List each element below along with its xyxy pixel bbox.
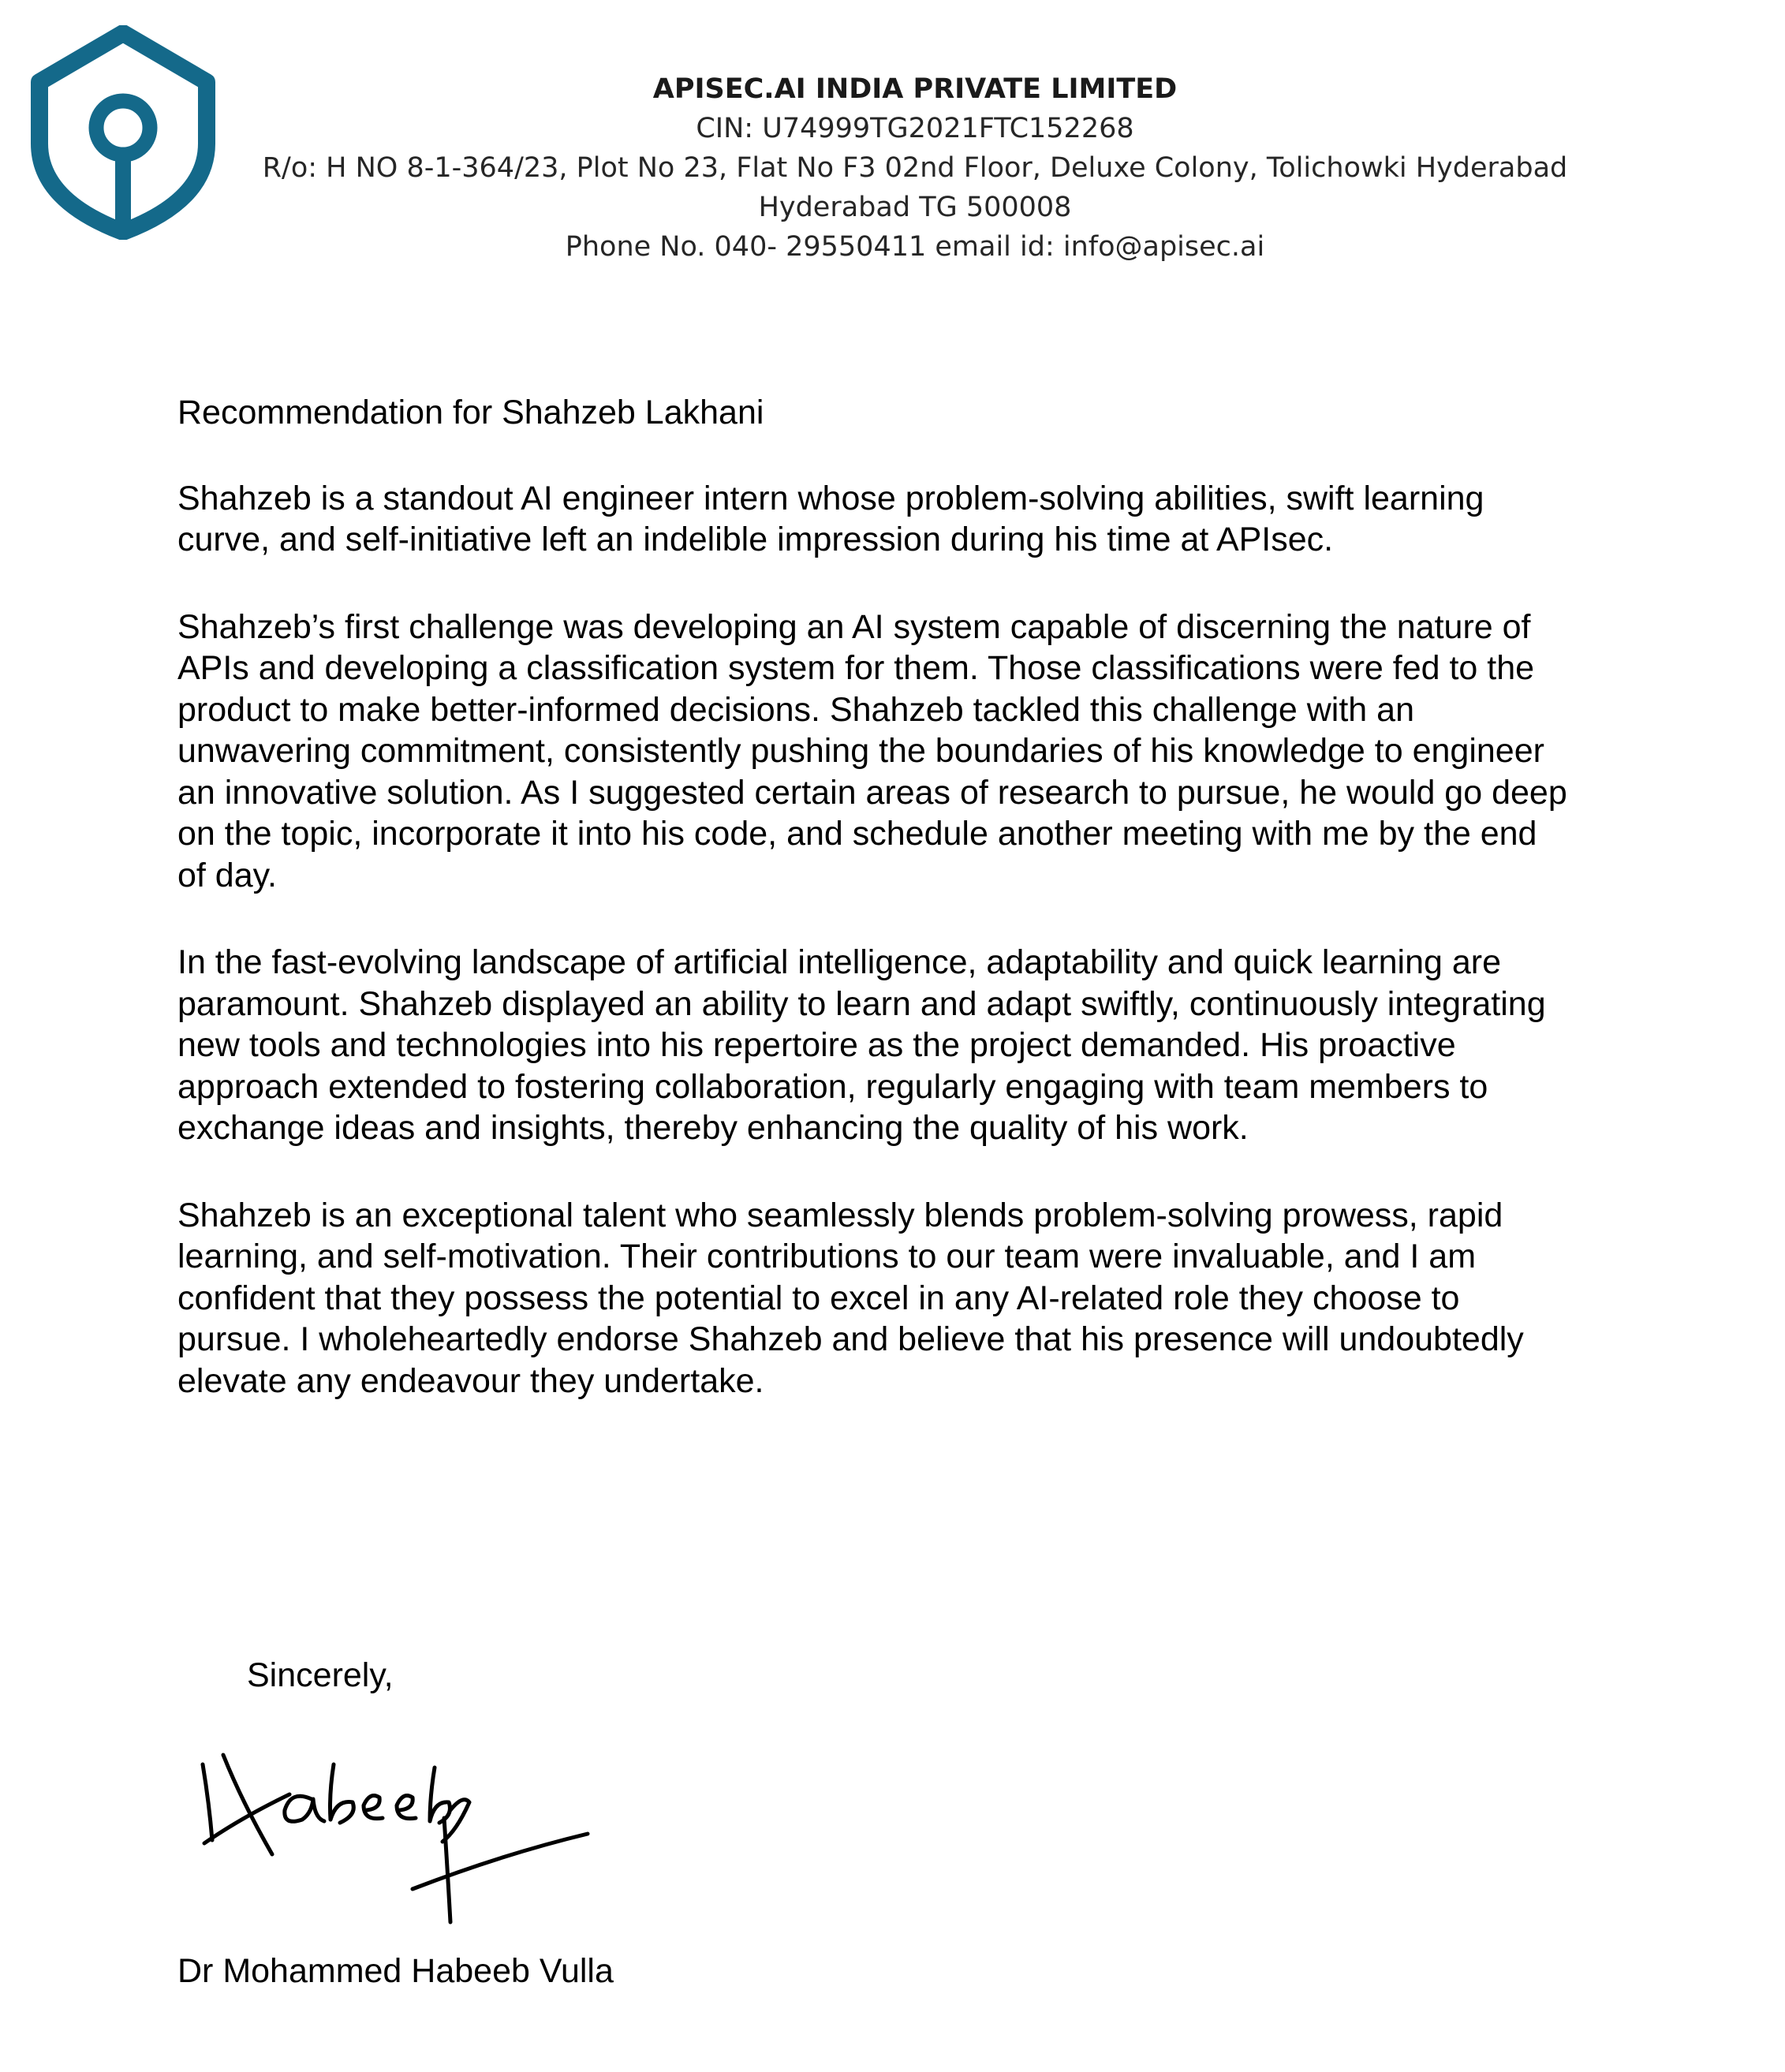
letter-body: [177, 392, 1676, 1447]
company-logo-shield-icon: [28, 25, 218, 240]
paragraph-line: Shahzeb’s first challenge was developing an AI system capable of discerning the nature of: [177, 607, 1531, 646]
company-cin: CIN: U74999TG2021FTC152268: [696, 113, 1134, 144]
paragraph-line: Shahzeb is an exceptional talent who seamlessly blends problem-solving prowess, rapid: [177, 1196, 1503, 1234]
paragraph-line: APIs and developing a classification system for them. Those classifications were fed to the: [177, 649, 1535, 687]
letter-closing: Sincerely,: [247, 1656, 394, 1694]
letter-paragraph: [177, 607, 1676, 897]
paragraph-line: on the topic, incorporate it into his code, and schedule another meeting with me by the end: [177, 815, 1537, 853]
paragraph-line: approach extended to fostering collaboration, regularly engaging with team members to: [177, 1067, 1488, 1106]
company-contact: Phone No. 040- 29550411 email id: info@apisec.ai: [565, 231, 1265, 263]
paragraph-line: exchange ideas and insights, thereby enhancing the quality of his work.: [177, 1109, 1249, 1147]
paragraph-line: of day.: [177, 856, 277, 894]
paragraph-line: learning, and self-motivation. Their contributions to our team were invaluable, and I am: [177, 1238, 1477, 1275]
company-name: APISEC.AI INDIA PRIVATE LIMITED: [652, 73, 1178, 105]
letter-paragraph: [177, 1195, 1676, 1402]
letter-paragraphs: [177, 478, 1676, 1402]
signer-name: Dr Mohammed Habeeb Vulla: [177, 1952, 614, 1990]
paragraph-line: new tools and technologies into his repertoire as the project demanded. His proactive: [177, 1026, 1456, 1064]
paragraph-line: In the fast-evolving landscape of artificial intelligence, adaptability and quick learning are: [177, 943, 1502, 981]
paragraph-line: pursue. I wholeheartedly endorse Shahzeb and believe that his presence will undoubtedly: [177, 1320, 1524, 1358]
paragraph-line: curve, and self-initiative left an indelible impression during his time at APIsec.: [177, 521, 1334, 558]
letter-subject: Recommendation for Shahzeb Lakhani: [177, 394, 764, 431]
paragraph-line: confident that they possess the potential to excel in any AI-related role they choose to: [177, 1279, 1460, 1317]
paragraph-line: unwavering commitment, consistently pushing the boundaries of his knowledge to engineer: [177, 732, 1544, 770]
company-address-line-2: Hyderabad TG 500008: [758, 192, 1072, 223]
paragraph-line: paramount. Shahzeb displayed an ability to learn and adapt swiftly, continuously integrating: [177, 984, 1546, 1023]
paragraph-line: Shahzeb is a standout AI engineer intern whose problem-solving abilities, swift learning: [177, 479, 1484, 517]
letterhead: [237, 69, 1593, 267]
paragraph-line: elevate any endeavour they undertake.: [177, 1361, 764, 1400]
letter-paragraph: [177, 478, 1676, 561]
paragraph-line: product to make better-informed decisions. Shahzeb tackled this challenge with an: [177, 690, 1414, 729]
letter-paragraph: [177, 942, 1676, 1149]
company-address-line-1: R/o: H NO 8-1-364/23, Plot No 23, Flat No F3 02nd Floor, Deluxe Colony, Tolichowki Hyderabad: [262, 152, 1568, 184]
handwritten-signature: [193, 1747, 603, 1936]
paragraph-line: an innovative solution. As I suggested certain areas of research to pursue, he would go deep: [177, 773, 1567, 812]
